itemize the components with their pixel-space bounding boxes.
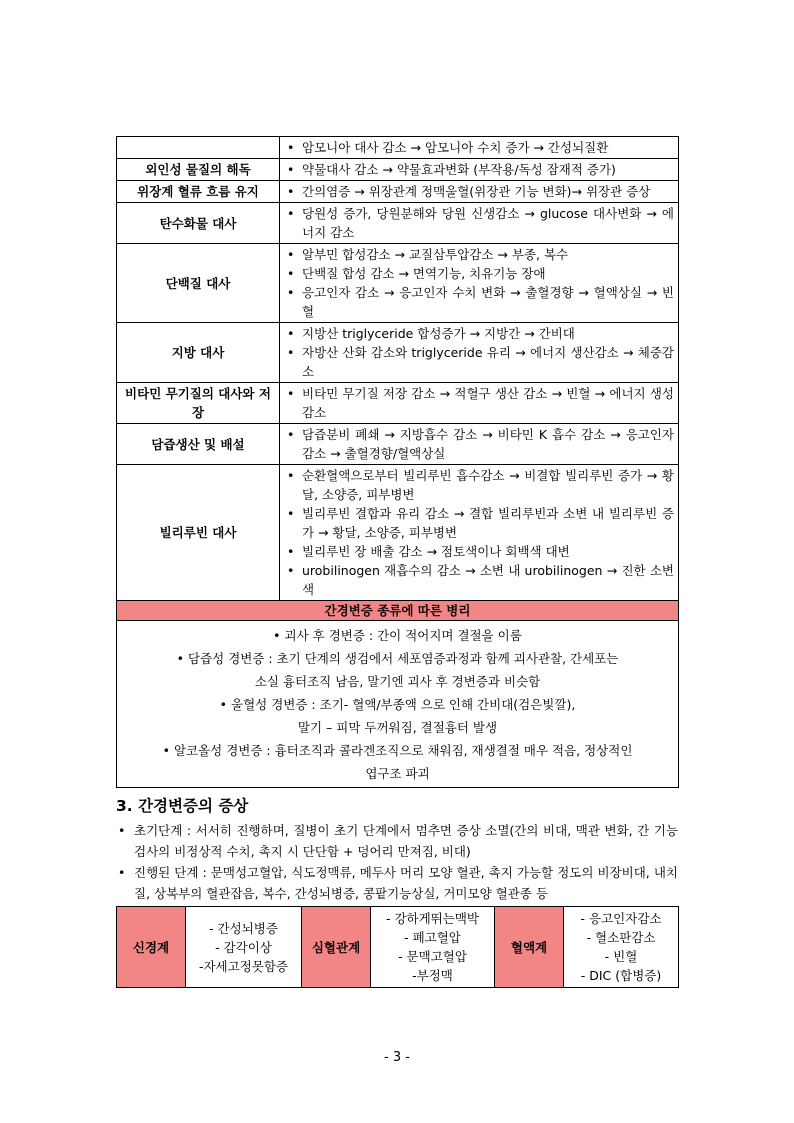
function-row <box>117 465 679 601</box>
effect-item: • 암모니아 대사 감소 → 암모니아 수치 증가 → 간성뇌질환 <box>284 138 674 157</box>
function-effects <box>280 203 679 244</box>
cirrhosis-types-row <box>117 621 679 788</box>
function-row <box>117 203 679 244</box>
cirrhosis-types-cell <box>117 621 679 788</box>
function-row <box>117 137 679 159</box>
effect-item: • 비타민 무기질 저장 감소 → 적혈구 생산 감소 → 빈혈 → 에너지 생성 감소 <box>284 384 674 422</box>
function-row <box>117 323 679 383</box>
system-symptom-item: - 문맥고혈압 <box>398 949 467 964</box>
effect-item: • 빌리루빈 장 배출 감소 → 점토색이나 회백색 대변 <box>284 542 674 561</box>
function-category: 외인성 물질의 해독 <box>117 159 280 181</box>
cirrhosis-type-line: • 괴사 후 경변증 : 간이 적어지며 결절을 이룸 <box>121 624 674 647</box>
effect-item: • 단백질 합성 감소 → 면역기능, 치유기능 장애 <box>284 264 674 283</box>
function-effects <box>280 181 679 203</box>
system-symptom-item: - DIC (합병증) <box>580 968 662 983</box>
function-category: 탄수화물 대사 <box>117 203 280 244</box>
function-category: 빌리루빈 대사 <box>117 465 280 601</box>
effect-list <box>284 182 674 201</box>
system-symptom-item: - 응고인자감소 <box>580 911 662 926</box>
function-row <box>117 159 679 181</box>
function-effects <box>280 323 679 383</box>
function-category: 담즙생산 및 배설 <box>117 424 280 465</box>
system-symptom-item: -부정맥 <box>412 968 453 983</box>
liver-function-table <box>116 136 679 788</box>
cirrhosis-type-line: • 울혈성 경변증 : 조기- 혈액/부종액 으로 인해 간비대(검은빛깔), <box>121 693 674 716</box>
function-effects <box>280 244 679 323</box>
symptom-system-row <box>117 907 679 988</box>
system-header: 심혈관계 <box>302 907 371 988</box>
system-symptom-item: -자세고정못함증 <box>198 958 289 974</box>
section-title: 3. 간경변증의 증상 <box>116 797 249 815</box>
effect-item: • 알부민 합성감소 → 교질삼투압감소 → 부종, 복수 <box>284 245 674 264</box>
function-effects <box>280 383 679 424</box>
effect-list <box>284 245 674 321</box>
function-category: 위장계 혈류 흐름 유지 <box>117 181 280 203</box>
effect-list <box>284 204 674 242</box>
cirrhosis-type-line: • 담즙성 경변증 : 초기 단계의 생검에서 세포염증과정과 함께 괴사관찰, 간세포는 <box>121 647 674 670</box>
system-symptoms <box>564 907 679 988</box>
effect-list <box>284 384 674 422</box>
page-number: - 3 - <box>384 1050 410 1065</box>
effect-item: • 간의염증 → 위장관계 정맥울혈(위장관 기능 변화)→ 위장관 증상 <box>284 182 674 201</box>
symptom-stage-list <box>116 820 678 904</box>
cirrhosis-types-heading: 간경변증 종류에 따른 병리 <box>117 601 679 621</box>
function-effects <box>280 137 679 159</box>
function-category <box>117 137 280 159</box>
function-category: 단백질 대사 <box>117 244 280 323</box>
function-effects <box>280 159 679 181</box>
symptom-stage-item: • 초기단계 : 서서히 진행하며, 질병이 초기 단계에서 멈추면 증상 소멸(간의 비대, 맥관 변화, 간 기능 검사의 비정상적 수치, 촉지 시 단단함 + 덩어리 만져짐, 비대) <box>116 820 678 862</box>
effect-item: • 당원성 증가, 당원분해와 당원 신생감소 → glucose 대사변화 → 에너지 감소 <box>284 204 674 242</box>
function-row <box>117 181 679 203</box>
system-symptom-item: - 강하게뛰는맥박 <box>385 911 479 926</box>
system-symptom-item: - 빈혈 <box>604 949 638 964</box>
function-effects <box>280 424 679 465</box>
system-symptoms <box>186 907 302 988</box>
cirrhosis-type-line: 소실 흉터조직 남음, 말기엔 괴사 후 경변증과 비슷함 <box>254 674 541 689</box>
function-category: 지방 대사 <box>117 323 280 383</box>
system-symptom-item: - 혈소판감소 <box>586 930 656 945</box>
effect-list <box>284 138 674 157</box>
effect-list <box>284 466 674 599</box>
function-row <box>117 424 679 465</box>
symptom-stage-item: • 진행된 단계 : 문맥성고혈압, 식도정맥류, 메두사 머리 모양 혈관, 촉지 가능할 정도의 비장비대, 내치질, 상복부의 혈관잡음, 복수, 간성뇌병증, 콩팥기능상실, 거미모양 혈관종 등 <box>116 862 678 904</box>
function-row <box>117 244 679 323</box>
effect-item: • 빌리루빈 결합과 유리 감소 → 결합 빌리루빈과 소변 내 빌리루빈 증가 → 황달, 소양증, 피부병변 <box>284 504 674 542</box>
cirrhosis-type-line: 말기 – 피막 두꺼워짐, 결절흉터 발생 <box>297 720 498 735</box>
liver-function-table-body <box>117 137 679 601</box>
system-symptom-item: - 감각이상 <box>215 939 272 955</box>
effect-list <box>284 160 674 179</box>
system-header: 혈액계 <box>495 907 564 988</box>
symptom-system-table <box>116 906 679 988</box>
function-row <box>117 383 679 424</box>
effect-list <box>284 425 674 463</box>
effect-item: • 응고인자 감소 → 응고인자 수치 변화 → 출혈경향 → 혈액상실 → 빈혈 <box>284 283 674 321</box>
effect-item: • 순환혈액으로부터 빌리루빈 흡수감소 → 비결합 빌리루빈 증가 → 황달, 소양증, 피부병변 <box>284 466 674 504</box>
cirrhosis-types-section <box>117 601 679 788</box>
system-symptom-item: - 폐고혈압 <box>404 930 461 945</box>
effect-list <box>284 324 674 381</box>
effect-item: • 자방산 산화 감소와 triglyceride 유리 → 에너지 생산감소 → 체중감소 <box>284 343 674 381</box>
effect-item: • 지방산 triglyceride 합성증가 → 지방간 → 간비대 <box>284 324 674 343</box>
system-header: 신경계 <box>117 907 186 988</box>
cirrhosis-type-line: • 알코올성 경변증 : 흉터조직과 콜라겐조직으로 채워짐, 재생결절 매우 적음, 정상적인 <box>121 739 674 762</box>
effect-item: • 약물대사 감소 → 약물효과변화 (부작용/독성 잠재적 증가) <box>284 160 674 179</box>
system-symptoms <box>371 907 495 988</box>
function-category: 비타민 무기질의 대사와 저장 <box>117 383 280 424</box>
system-symptom-item: - 간성뇌병증 <box>209 920 278 936</box>
effect-item: • urobilinogen 재흡수의 감소 → 소변 내 urobilinogen → 진한 소변색 <box>284 561 674 599</box>
cirrhosis-types-heading-row <box>117 601 679 621</box>
cirrhosis-type-line: 엽구조 파괴 <box>365 766 430 781</box>
function-effects <box>280 465 679 601</box>
effect-item: • 담즙분비 폐쇄 → 지방흡수 감소 → 비타민 K 흡수 감소 → 응고인자 감소 → 출혈경향/혈액상실 <box>284 425 674 463</box>
